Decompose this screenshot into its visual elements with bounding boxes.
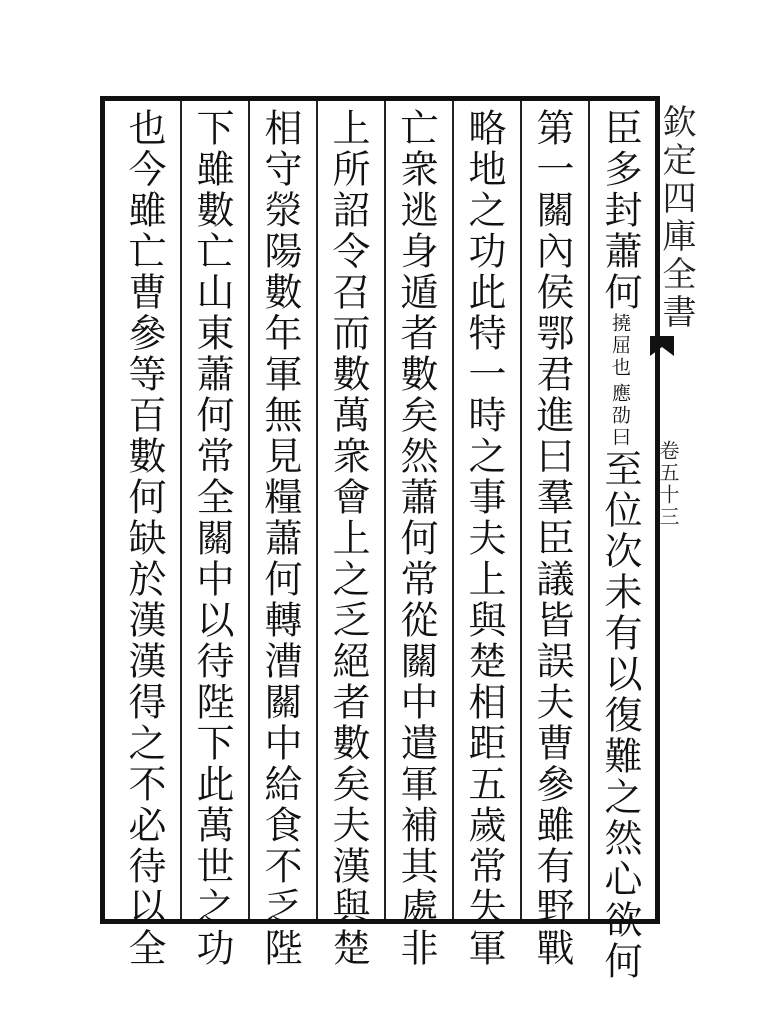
note-line-2: 撓屈也 xyxy=(609,313,631,379)
text-column-1 xyxy=(596,108,644,982)
margin-chapter-number: 卷五十三 xyxy=(656,440,680,528)
text-column-4: 亡衆逃身遁者數矣然蕭何常從關中遣軍補其處非 xyxy=(394,108,438,969)
column-divider xyxy=(384,101,386,919)
column-divider xyxy=(248,101,250,919)
margin-book-title: 欽定四庫全書 xyxy=(656,104,696,332)
column-divider xyxy=(180,101,182,919)
column-1-rest: 至位次未有以復難之然心欲何 xyxy=(598,449,642,982)
text-column-2: 第一關內侯鄂君進曰羣臣議皆誤夫曹參雖有野戰 xyxy=(530,108,574,969)
text-frame xyxy=(100,96,660,924)
column-divider xyxy=(520,101,522,919)
text-column-8: 也今雖亡曹參等百數何缺於漢漢得之不必待以全 xyxy=(122,108,166,969)
text-column-7: 下雖數亡山東蕭何常全關中以待陛下此萬世之功 xyxy=(190,108,234,969)
column-divider xyxy=(316,101,318,919)
column-divider xyxy=(588,101,590,919)
interlinear-note xyxy=(609,313,631,449)
text-column-5: 上所詔令召而數萬衆會上之乏絕者數矣夫漢與楚 xyxy=(326,108,370,969)
column-1-main: 臣多封蕭何 xyxy=(598,108,642,313)
text-column-6: 相守滎陽數年軍無見糧蕭何轉漕關中給食不乏陛 xyxy=(258,108,302,969)
column-divider xyxy=(452,101,454,919)
text-column-3: 略地之功此特一時之事夫上與楚相距五歲常失軍 xyxy=(462,108,506,969)
note-line-1: 應劭曰 xyxy=(609,383,631,449)
